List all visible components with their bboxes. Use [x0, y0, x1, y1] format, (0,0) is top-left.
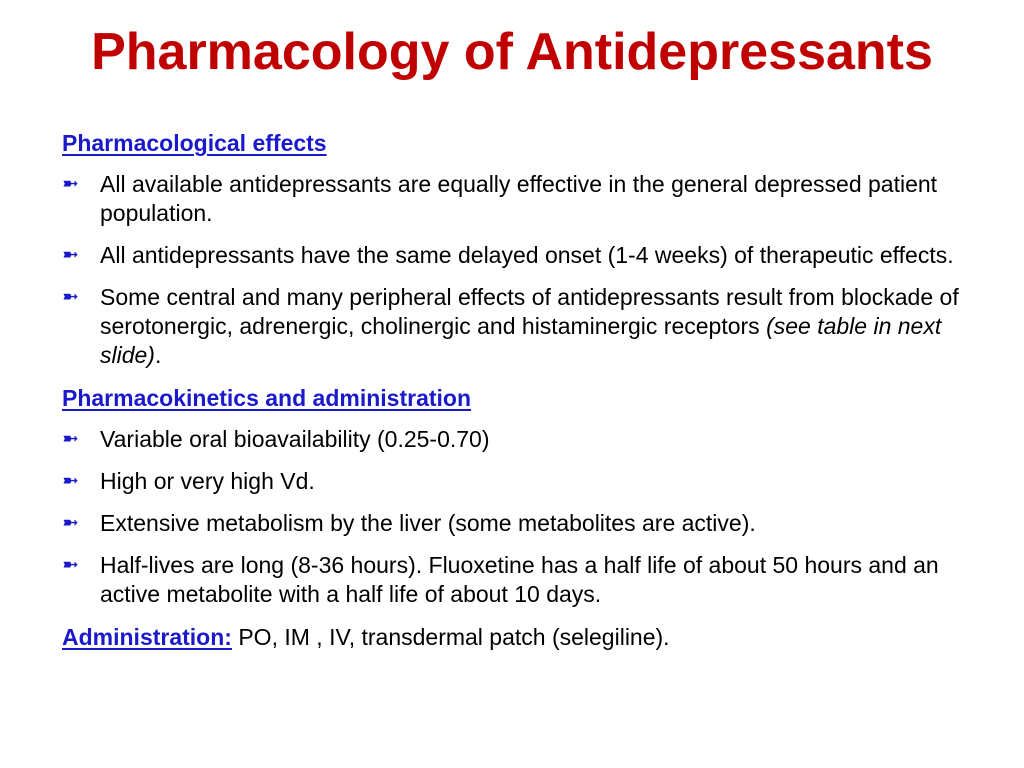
- arrow-bullet-icon: ➼: [62, 470, 79, 492]
- list-item-text: All antidepressants have the same delayed onset (1-4 weeks) of therapeutic effects.: [100, 242, 954, 268]
- administration-text: PO, IM , IV, transdermal patch (selegiline).: [231, 624, 670, 650]
- arrow-bullet-icon: ➼: [62, 512, 79, 534]
- arrow-bullet-icon: ➼: [62, 428, 79, 450]
- list-item: [62, 551, 982, 609]
- list-item: [62, 170, 982, 228]
- arrow-bullet-icon: ➼: [62, 173, 79, 195]
- heading-pharmacological-effects: Pharmacological effects: [62, 130, 327, 156]
- administration-line: [62, 622, 982, 652]
- list-item-text: High or very high Vd.: [100, 468, 315, 494]
- administration-label: Administration:: [62, 624, 232, 650]
- list-item: [62, 509, 982, 538]
- heading-pharmacokinetics: Pharmacokinetics and administration: [62, 385, 472, 411]
- list-item-text: Some central and many peripheral effects of antidepressants result from blockade of serotonergic, adrenergic, cholinergic and histaminergic receptors: [100, 284, 959, 339]
- list-item-text: Half-lives are long (8-36 hours). Fluoxetine has a half life of about 50 hours and an active metabolite with a half life of about 10 days.: [100, 552, 939, 607]
- slide-title: Pharmacology of Antidepressants: [91, 23, 933, 81]
- list-item: [62, 467, 982, 496]
- list-item-text: Extensive metabolism by the liver (some metabolites are active).: [100, 510, 756, 536]
- list-item-italic-note: (see table in next slide): [100, 313, 942, 368]
- list-item: [62, 241, 982, 270]
- arrow-bullet-icon: ➼: [62, 286, 79, 308]
- arrow-bullet-icon: ➼: [62, 554, 79, 576]
- list-item-tail: .: [154, 342, 162, 368]
- slide-content: [62, 128, 982, 652]
- list-item-text: Variable oral bioavailability (0.25-0.70): [100, 426, 490, 452]
- list-item-text: All available antidepressants are equally effective in the general depressed patient population.: [100, 171, 938, 226]
- list-item: [62, 283, 982, 370]
- arrow-bullet-icon: ➼: [62, 244, 79, 266]
- list-item: [62, 425, 982, 454]
